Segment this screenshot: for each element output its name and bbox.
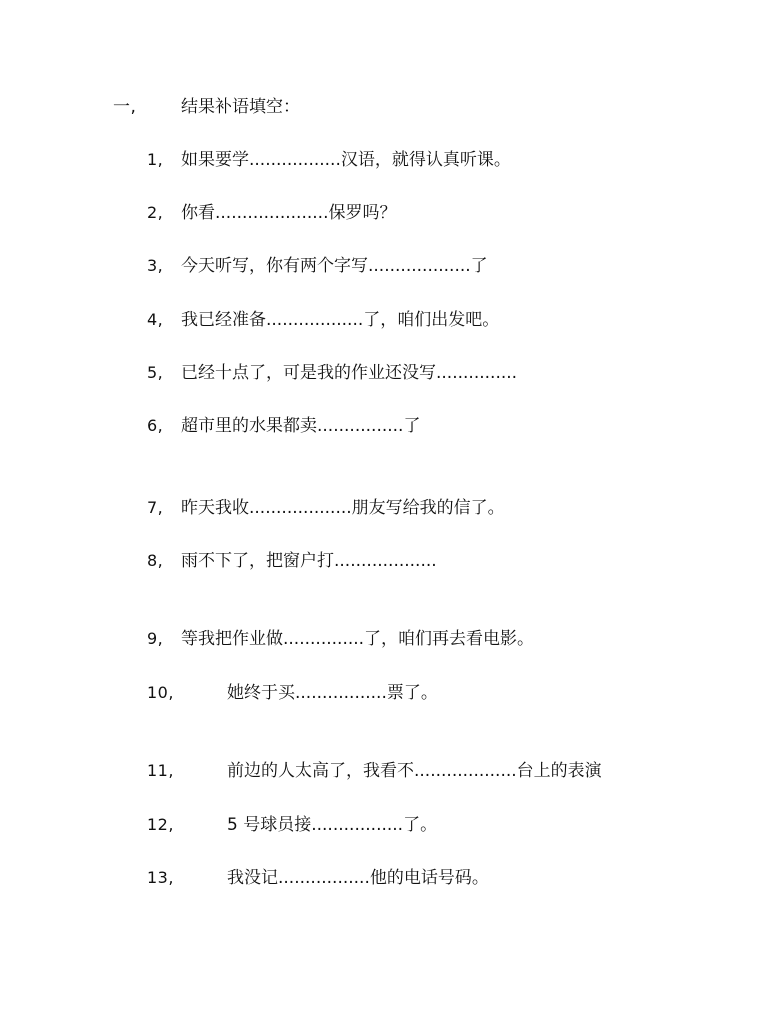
item-number: 10, <box>147 683 174 702</box>
section-title: 结果补语填空： <box>181 97 300 117</box>
item-sentence: 昨天我收...................朋友写给我的信了。 <box>181 498 505 518</box>
item-number: 7, <box>147 498 164 517</box>
item-number: 11, <box>147 761 174 780</box>
section-number: 一, <box>113 97 137 117</box>
item-number: 6, <box>147 416 164 435</box>
item-sentence: 我没记.................他的电话号码。 <box>227 868 489 888</box>
item-sentence: 超市里的水果都卖................了 <box>181 416 421 436</box>
item-number: 13, <box>147 868 174 887</box>
item-sentence: 我已经准备..................了，咱们出发吧。 <box>181 310 500 330</box>
item-sentence: 你看.....................保罗吗？ <box>181 203 397 223</box>
item-sentence: 雨不下了，把窗户打................... <box>181 551 437 571</box>
item-sentence: 5 号球员接.................了。 <box>227 815 438 835</box>
item-number: 5, <box>147 363 164 382</box>
item-number: 2, <box>147 203 164 222</box>
item-number: 8, <box>147 551 164 570</box>
item-number: 1, <box>147 150 164 169</box>
item-sentence: 已经十点了，可是我的作业还没写............... <box>181 363 518 383</box>
item-sentence: 她终于买.................票了。 <box>227 683 438 703</box>
item-number: 12, <box>147 815 174 834</box>
item-sentence: 等我把作业做...............了，咱们再去看电影。 <box>181 629 535 649</box>
item-number: 4, <box>147 310 164 329</box>
item-number: 3, <box>147 256 164 275</box>
item-sentence: 如果要学.................汉语，就得认真听课。 <box>181 150 511 170</box>
item-number: 9, <box>147 629 164 648</box>
item-sentence: 今天听写，你有两个字写...................了 <box>181 256 488 276</box>
item-sentence: 前边的人太高了，我看不...................台上的表演 <box>227 761 602 781</box>
